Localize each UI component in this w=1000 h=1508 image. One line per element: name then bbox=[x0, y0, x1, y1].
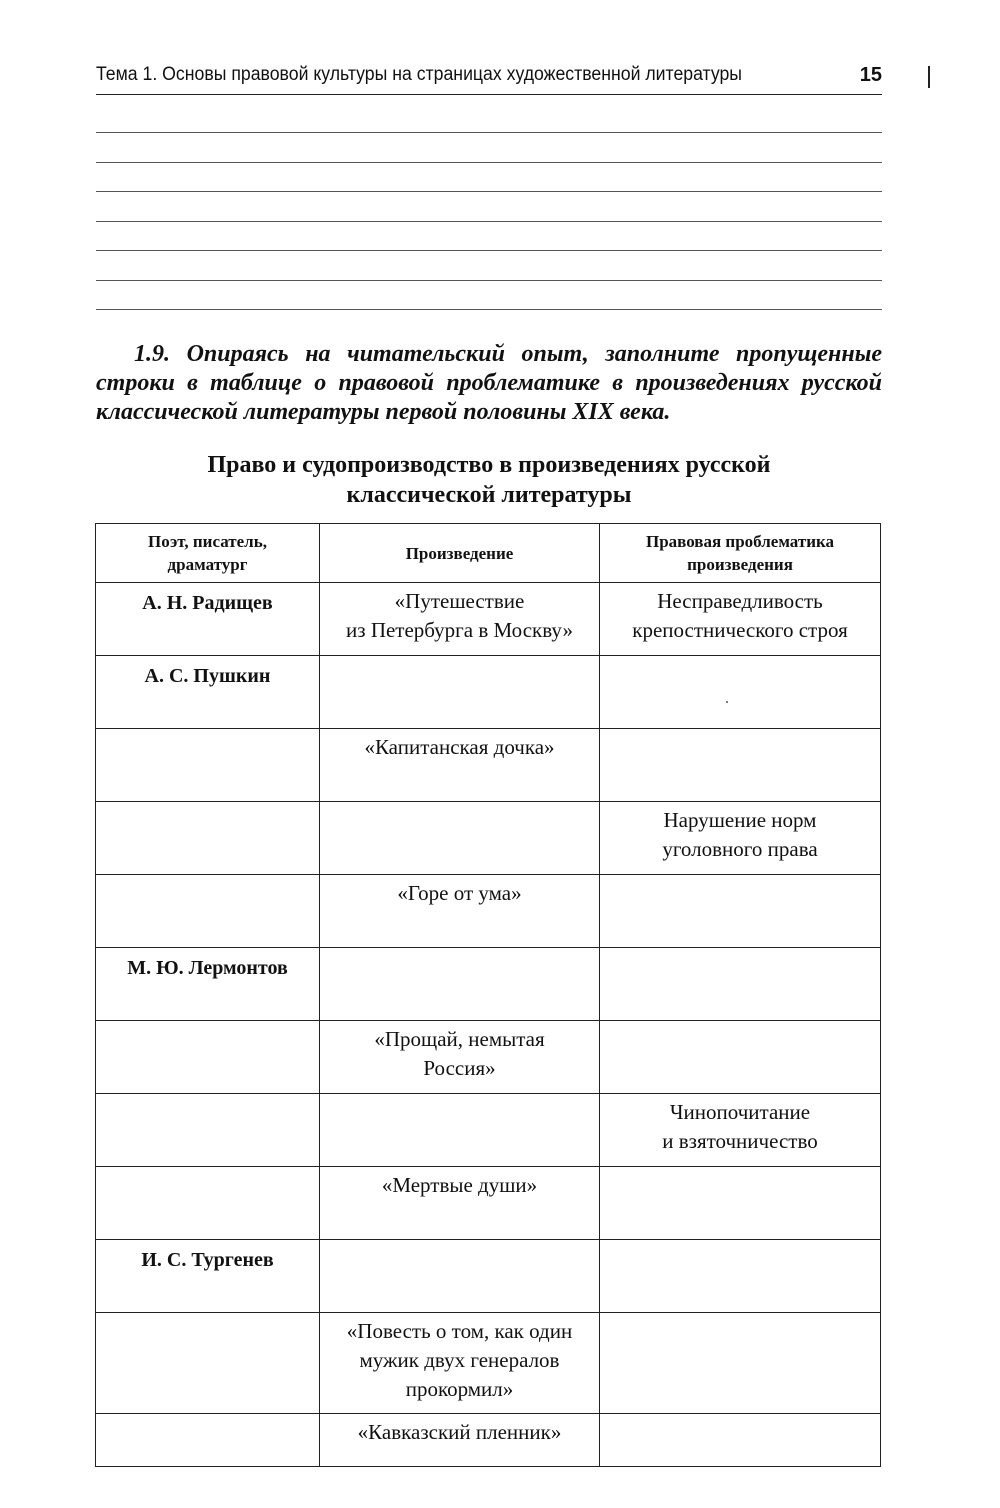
answer-line bbox=[96, 132, 882, 133]
header-topic: Тема 1. Основы правовой культуры на страницах художественной литературы bbox=[96, 64, 743, 85]
table-row bbox=[96, 1094, 881, 1167]
table-row bbox=[96, 583, 881, 656]
author-cell[interactable] bbox=[96, 1414, 320, 1467]
table-row bbox=[96, 729, 881, 802]
answer-line bbox=[96, 221, 882, 222]
table-title bbox=[96, 450, 882, 510]
table-row bbox=[96, 802, 881, 875]
author-cell[interactable] bbox=[96, 875, 320, 948]
answer-lines bbox=[96, 132, 882, 339]
answer-line bbox=[96, 280, 882, 281]
problem-cell[interactable]: Чинопочитание и взяточничество bbox=[600, 1094, 881, 1167]
running-header bbox=[96, 58, 882, 95]
work-cell[interactable] bbox=[320, 656, 600, 729]
problem-cell[interactable] bbox=[600, 948, 881, 1021]
author-cell[interactable] bbox=[96, 1167, 320, 1240]
column-header-author: Поэт, писатель, драматург bbox=[96, 524, 320, 583]
author-cell[interactable] bbox=[96, 1313, 320, 1414]
work-cell[interactable]: «Повесть о том, как один мужик двух генералов прокормил» bbox=[320, 1313, 600, 1414]
problem-cell[interactable]: Нарушение норм уголовного права bbox=[600, 802, 881, 875]
table-row bbox=[96, 1167, 881, 1240]
answer-line bbox=[96, 250, 882, 251]
work-cell[interactable]: «Капитанская дочка» bbox=[320, 729, 600, 802]
problem-cell[interactable] bbox=[600, 729, 881, 802]
table-row bbox=[96, 1414, 881, 1467]
author-cell[interactable] bbox=[96, 1021, 320, 1094]
problem-cell[interactable] bbox=[600, 1021, 881, 1094]
work-cell[interactable]: «Прощай, немытая Россия» bbox=[320, 1021, 600, 1094]
author-cell[interactable]: И. С. Тургенев bbox=[96, 1240, 320, 1313]
author-cell[interactable] bbox=[96, 729, 320, 802]
work-cell[interactable]: «Мертвые души» bbox=[320, 1167, 600, 1240]
problem-cell[interactable] bbox=[600, 1313, 881, 1414]
table-header-row bbox=[96, 524, 881, 583]
author-cell[interactable]: М. Ю. Лермонтов bbox=[96, 948, 320, 1021]
print-speck bbox=[726, 701, 728, 703]
author-cell[interactable] bbox=[96, 1094, 320, 1167]
work-cell[interactable] bbox=[320, 1240, 600, 1313]
table-row bbox=[96, 1313, 881, 1414]
table-row bbox=[96, 1021, 881, 1094]
problem-cell[interactable] bbox=[600, 1167, 881, 1240]
problem-cell[interactable] bbox=[600, 656, 881, 729]
table-title-line: классической литературы bbox=[346, 482, 632, 508]
answer-line bbox=[96, 191, 882, 192]
work-cell[interactable]: «Кавказский пленник» bbox=[320, 1414, 600, 1467]
problem-cell[interactable] bbox=[600, 1240, 881, 1313]
literature-law-table bbox=[95, 523, 881, 1467]
work-cell[interactable]: «Путешествие из Петербурга в Москву» bbox=[320, 583, 600, 656]
answer-line bbox=[96, 309, 882, 310]
work-cell[interactable] bbox=[320, 1094, 600, 1167]
page-number: 15 bbox=[859, 64, 882, 86]
problem-cell[interactable] bbox=[600, 1414, 881, 1467]
problem-cell[interactable]: Несправедливость крепостнического строя bbox=[600, 583, 881, 656]
author-cell[interactable]: А. С. Пушкин bbox=[96, 656, 320, 729]
table-row bbox=[96, 1240, 881, 1313]
header-separator bbox=[928, 66, 930, 88]
column-header-work: Произведение bbox=[320, 524, 600, 583]
table-title-line: Право и судопроизводство в произведениях русской bbox=[207, 452, 771, 478]
author-cell[interactable]: А. Н. Радищев bbox=[96, 583, 320, 656]
task-instruction: 1.9. Опираясь на читательский опыт, заполните пропущенные строки в таблице о правовой проблематике в произведениях русской классической литературы первой половины XIX века. bbox=[96, 341, 882, 425]
table-row bbox=[96, 875, 881, 948]
problem-cell[interactable] bbox=[600, 875, 881, 948]
work-cell[interactable] bbox=[320, 802, 600, 875]
author-cell[interactable] bbox=[96, 802, 320, 875]
work-cell[interactable] bbox=[320, 948, 600, 1021]
table-row bbox=[96, 948, 881, 1021]
answer-line bbox=[96, 162, 882, 163]
work-cell[interactable]: «Горе от ума» bbox=[320, 875, 600, 948]
column-header-problem: Правовая проблематика произведения bbox=[600, 524, 881, 583]
table-row bbox=[96, 656, 881, 729]
